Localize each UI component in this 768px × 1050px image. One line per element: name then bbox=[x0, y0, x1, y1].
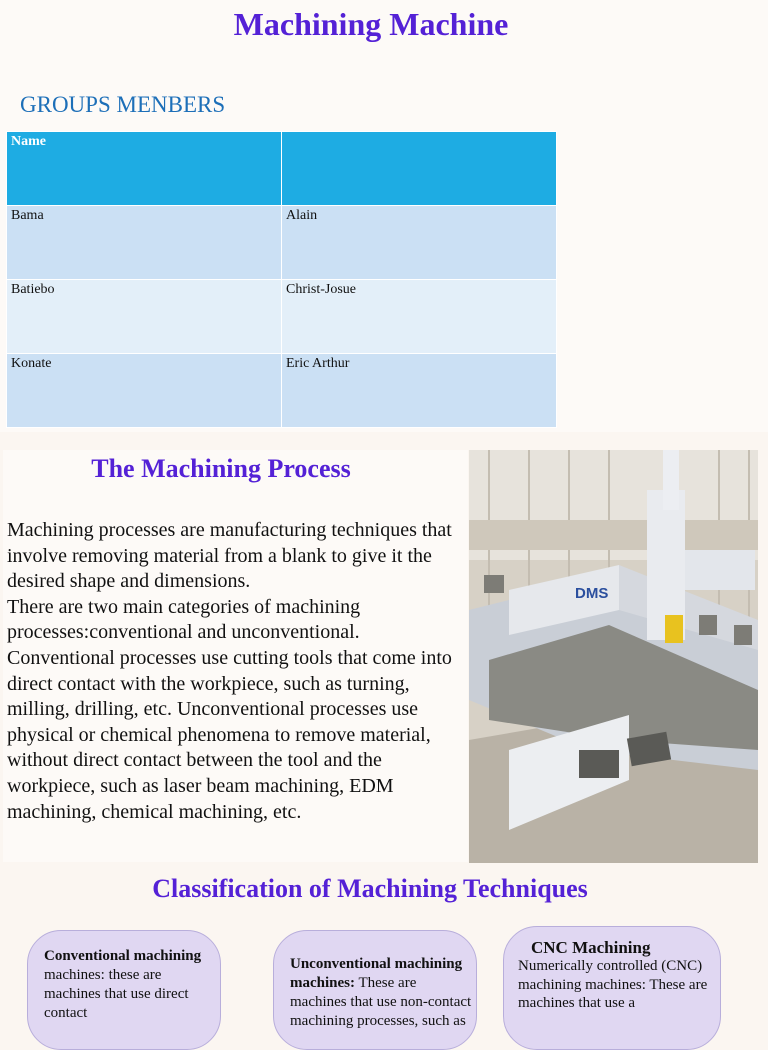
machine-photo bbox=[469, 450, 758, 863]
process-text: Machining processes are manufacturing techniques that involve removing material from a blank to give it the desired shape and dimensions. There are two main categories of machining processes:conventional and unconventional. Conventional processes use cutting tools that come into direct contact with the workpiece, such as turning, milling, drilling, etc. Unconventional processes use physical or chemical phenomena to remove material, without direct contact between the tool and the workpiece, such as laser beam machining, EDM machining, chemical machining, etc. bbox=[7, 519, 452, 823]
table-header-cell bbox=[282, 132, 557, 206]
card-text: Numerically controlled (CNC) machining machines: These are machines that use a bbox=[518, 958, 708, 1011]
card-text: These are machines that use non-contact machining processes, such as bbox=[290, 975, 472, 1029]
table-cell: Bama bbox=[7, 206, 282, 280]
table-cell: Batiebo bbox=[7, 280, 282, 354]
card-bold-label: Unconventional machining machines: bbox=[290, 956, 463, 991]
table-row bbox=[7, 206, 557, 280]
groups-heading: GROUPS MENBERS bbox=[20, 92, 226, 117]
table-cell: Konate bbox=[7, 354, 282, 428]
table-row bbox=[7, 280, 557, 354]
table-cell: Christ-Josue bbox=[282, 280, 557, 354]
card-bold-label: Conventional machining bbox=[44, 948, 202, 964]
process-description bbox=[7, 518, 457, 825]
cnc-card bbox=[503, 926, 721, 1050]
process-panel bbox=[3, 450, 468, 862]
classification-title: Classification of Machining Techniques bbox=[152, 874, 588, 903]
cnc-card-title: CNC Machining bbox=[531, 938, 651, 957]
process-title: The Machining Process bbox=[91, 454, 351, 483]
conventional-card-text bbox=[44, 947, 208, 1023]
table-row bbox=[7, 354, 557, 428]
unconventional-card bbox=[273, 930, 477, 1050]
table-cell: Alain bbox=[282, 206, 557, 280]
page-title: Machining Machine bbox=[233, 6, 509, 42]
table-header-row bbox=[7, 132, 557, 206]
photo-brand-label: DMS bbox=[575, 585, 609, 602]
conventional-card bbox=[27, 930, 221, 1050]
members-table bbox=[6, 131, 557, 428]
gantry-machine-illustration bbox=[469, 450, 758, 863]
unconventional-card-text bbox=[290, 955, 476, 1031]
card-text: machines: these are machines that use direct contact bbox=[44, 967, 189, 1021]
table-header-cell: Name bbox=[7, 132, 282, 206]
table-cell: Eric Arthur bbox=[282, 354, 557, 428]
